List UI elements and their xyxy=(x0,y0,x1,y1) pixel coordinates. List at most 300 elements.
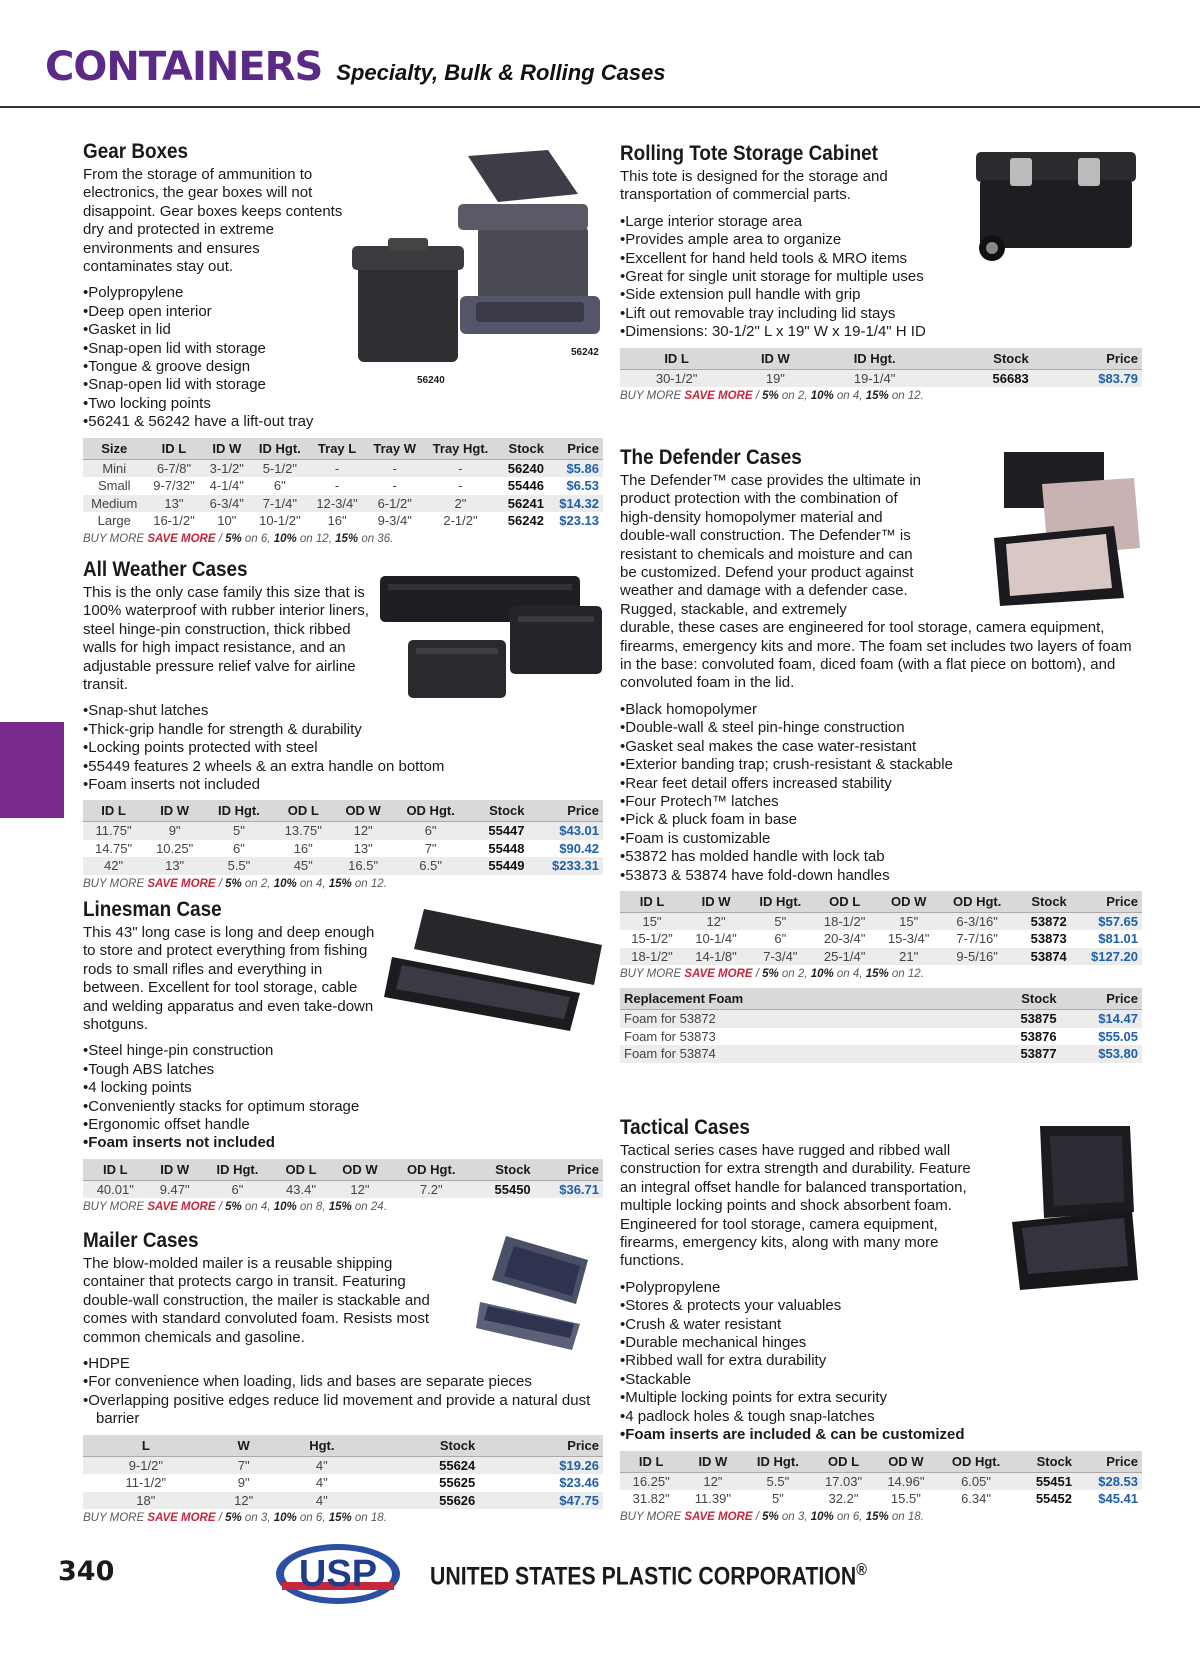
column-header: Price xyxy=(479,1435,603,1457)
bullet-item: • Provides ample area to organize xyxy=(620,231,1142,249)
buy-more-part: on 24. xyxy=(351,1201,387,1214)
column-header: OD L xyxy=(813,891,877,913)
table-cell: 4-1/4" xyxy=(209,478,244,494)
price-cell: $53.80 xyxy=(1061,1045,1142,1063)
section-desc-cont: durable, these cases are engineered for tool storage, camera equipment, firearms, emergency kits and more. The foam set includes two layers of foam in the base: convoluted foam, diced foam (with a flat piece on bottom), and convoluted foam in the lid. xyxy=(620,619,1132,692)
table-cell: 16" xyxy=(293,840,313,856)
column-header: OD L xyxy=(273,1159,329,1181)
column-header: OD L xyxy=(812,1451,874,1473)
column-header: Tray W xyxy=(366,438,424,460)
column-header: OD Hgt. xyxy=(391,1159,472,1181)
buy-more-part: / xyxy=(752,1510,763,1523)
table-cell: 12" xyxy=(209,1492,279,1510)
table-cell: 13" xyxy=(145,495,202,513)
table-cell: 40.01" xyxy=(83,1180,148,1198)
stock-cell: 55625 xyxy=(439,1475,476,1491)
bullet-item: • Dimensions: 30-1/2" L x 19" W x 19-1/4" H ID xyxy=(620,323,1142,341)
table-cell: 14.75" xyxy=(94,840,133,856)
stock-cell: 55452 xyxy=(1035,1491,1072,1506)
buy-more-part: 15% xyxy=(865,968,889,981)
table-cell: 45" xyxy=(273,857,334,875)
price-cell: $127.20 xyxy=(1071,948,1142,966)
buy-more-part: 5% xyxy=(225,877,242,890)
table-cell: 9-5/16" xyxy=(941,948,1014,966)
column-header: Stock xyxy=(1014,891,1071,913)
column-header: OD W xyxy=(877,891,941,913)
table-cell: 30-1/2" xyxy=(620,369,733,387)
column-header: OD W xyxy=(329,1159,391,1181)
column-header: ID Hgt. xyxy=(205,800,273,822)
column-header: OD Hgt. xyxy=(941,891,1014,913)
buy-more-part: 10% xyxy=(810,968,834,981)
stock-cell: 53875 xyxy=(985,1010,1060,1028)
price-cell: $14.47 xyxy=(1061,1010,1142,1028)
column-header: ID L xyxy=(620,1451,682,1473)
table-row xyxy=(83,1180,603,1198)
section-title: Gear Boxes xyxy=(83,140,189,163)
linesman-case-image xyxy=(384,905,606,1035)
table-cell: 6.05" xyxy=(937,1472,1015,1490)
buy-more-part: BUY MORE xyxy=(83,877,148,890)
table-row xyxy=(620,1045,1142,1063)
buy-more-part: on 36. xyxy=(358,532,394,545)
column-header: L xyxy=(83,1435,209,1457)
mailer-case-image xyxy=(476,1232,596,1354)
column-header: Stock xyxy=(985,988,1060,1010)
table-cell: 4" xyxy=(315,1475,328,1491)
corporation-name xyxy=(430,1560,867,1591)
column-header: Stock xyxy=(497,438,548,460)
table-cell: 11-1/2" xyxy=(125,1475,167,1491)
buy-more-part: 5% xyxy=(762,390,779,403)
column-header: Stock xyxy=(469,800,529,822)
spec-table xyxy=(620,891,1142,966)
bullet-list xyxy=(83,1042,603,1152)
bullet-item: • 53872 has molded handle with lock tab xyxy=(620,848,1142,866)
bullet-item: • Large interior storage area xyxy=(620,213,1142,231)
column-header: ID W xyxy=(684,891,748,913)
table-cell: - xyxy=(366,459,424,477)
column-header: ID W xyxy=(682,1451,743,1473)
buy-more-part: SAVE MORE xyxy=(147,1201,216,1214)
bullet-item: • Crush & water resistant xyxy=(620,1316,1142,1334)
bullet-item: • Side extension pull handle with grip xyxy=(620,286,1142,304)
column-header: Size xyxy=(83,438,145,460)
table-cell: 31.82" xyxy=(632,1491,670,1506)
column-header: ID W xyxy=(733,348,817,370)
buy-more-part: on 4, xyxy=(833,390,866,403)
column-header: Stock xyxy=(932,348,1033,370)
buy-more-part: 10% xyxy=(273,1512,297,1525)
bullet-item: • Stackable xyxy=(620,1371,1142,1389)
column-header: ID L xyxy=(145,438,202,460)
page-subtitle: Specialty, Bulk & Rolling Cases xyxy=(336,60,666,85)
buy-more-part: on 12, xyxy=(296,532,336,545)
buy-more-part: on 18. xyxy=(888,1510,924,1523)
stock-cell: 53876 xyxy=(1020,1028,1057,1044)
table-row xyxy=(620,948,1142,966)
corp-text: UNITED STATES PLASTIC CORPORATION xyxy=(430,1562,857,1591)
column-header: Hgt. xyxy=(279,1435,365,1457)
table-cell: 10-1/4" xyxy=(695,931,737,947)
bullet-item: • 4 padlock holes & tough snap-latches xyxy=(620,1408,1142,1426)
price-cell: $233.31 xyxy=(529,857,603,875)
table-cell: Foam for 53874 xyxy=(620,1045,985,1063)
table-cell: 6-7/8" xyxy=(145,459,202,477)
table-cell: 20-3/4" xyxy=(823,931,866,947)
table-cell: - xyxy=(392,478,397,494)
bullet-item: • Double-wall & steel pin-hinge construction xyxy=(620,719,1142,737)
column-header: ID Hgt. xyxy=(818,348,932,370)
column-header: ID L xyxy=(620,891,684,913)
stock-cell: 55451 xyxy=(1015,1472,1076,1490)
column-header: Stock xyxy=(472,1159,535,1181)
buy-more-part: 10% xyxy=(810,1510,834,1523)
table-cell: 6" xyxy=(774,931,787,947)
column-header: ID W xyxy=(148,1159,202,1181)
column-header: ID L xyxy=(83,1159,148,1181)
section-title: All Weather Cases xyxy=(83,558,248,581)
table-cell: 15" xyxy=(620,912,684,930)
table-row xyxy=(83,477,603,495)
bullet-item: • Gasket in lid xyxy=(83,321,603,339)
gear-box-image xyxy=(348,146,608,391)
replacement-foam-table xyxy=(620,988,1142,1063)
table-cell: Large xyxy=(97,513,131,529)
buy-more-part: on 4, xyxy=(241,1201,274,1214)
buy-more-part: SAVE MORE xyxy=(147,1512,216,1525)
bullet-item: • Exterior banding trap; crush-resistant & stackable xyxy=(620,756,1142,774)
stock-cell: 55450 xyxy=(472,1180,535,1198)
buy-more-part: on 3, xyxy=(778,1510,811,1523)
usp-logo xyxy=(272,1540,404,1606)
column-header: Tray Hgt. xyxy=(424,438,497,460)
column-header: Price xyxy=(535,1159,603,1181)
buy-more-part: 15% xyxy=(328,1201,352,1214)
bullet-item: • Steel hinge-pin construction xyxy=(83,1042,603,1060)
table-cell: 6" xyxy=(202,1180,273,1198)
registered-mark: ® xyxy=(856,1560,867,1579)
buy-more-part: / xyxy=(752,968,763,981)
bullet-item: • Ergonomic offset handle xyxy=(83,1116,603,1134)
table-cell: 13" xyxy=(353,840,373,856)
table-cell: 14.96" xyxy=(875,1472,937,1490)
column-header: OD L xyxy=(273,800,334,822)
buy-more-note xyxy=(83,878,603,890)
bullet-item: • 55449 features 2 wheels & an extra handle on bottom xyxy=(83,758,603,776)
stock-cell: 55449 xyxy=(469,857,529,875)
stock-cell: 55624 xyxy=(365,1456,479,1474)
stock-cell: 53877 xyxy=(985,1045,1060,1063)
buy-more-part: 10% xyxy=(273,532,297,545)
buy-more-part: on 18. xyxy=(351,1512,387,1525)
table-cell: Foam for 53873 xyxy=(624,1028,716,1044)
buy-more-part: / xyxy=(215,532,226,545)
bullet-item: • Polypropylene xyxy=(83,284,603,302)
table-cell: 6" xyxy=(273,478,286,494)
column-header: ID Hgt. xyxy=(748,891,813,913)
buy-more-part: / xyxy=(752,390,763,403)
buy-more-part: on 6, xyxy=(241,532,274,545)
table-cell: 10.25" xyxy=(156,840,194,856)
column-header: ID Hgt. xyxy=(202,1159,273,1181)
column-header: Tray L xyxy=(309,438,366,460)
buy-more-part: on 12. xyxy=(351,877,387,890)
bullet-item: • 4 locking points xyxy=(83,1079,603,1097)
table-cell: 9-3/4" xyxy=(377,513,412,529)
column-header: Stock xyxy=(1015,1451,1076,1473)
buy-more-part: on 3, xyxy=(241,1512,274,1525)
table-cell: 12" xyxy=(682,1472,743,1490)
buy-more-part: on 2, xyxy=(241,877,274,890)
price-cell: $90.42 xyxy=(559,840,599,856)
bullet-item: • Four Protech™ latches xyxy=(620,793,1142,811)
bullet-item: • Foam inserts not included xyxy=(83,1134,603,1152)
bullet-item: • Snap-open lid with storage xyxy=(83,340,603,358)
logo-text: USP xyxy=(298,1553,378,1595)
bullet-item: • Rear feet detail offers increased stability xyxy=(620,775,1142,793)
buy-more-part: / xyxy=(215,1201,226,1214)
table-cell: Mini xyxy=(83,459,145,477)
price-cell: $14.32 xyxy=(548,495,603,513)
table-row xyxy=(83,822,603,840)
buy-more-part: on 12. xyxy=(888,390,924,403)
price-cell: $57.65 xyxy=(1071,912,1142,930)
table-cell: 9" xyxy=(144,822,205,840)
table-cell: 16.25" xyxy=(620,1472,682,1490)
section-desc: This is the only case family this size that is 100% waterproof with rubber interior liners, steel hinge-pin construction, thick ribbed walls for high impact resistance, and an adjustable pressure relief valve for airline transit. xyxy=(83,584,369,694)
table-cell: 7-7/16" xyxy=(956,931,998,947)
price-cell: $28.53 xyxy=(1076,1472,1142,1490)
column-header: Price xyxy=(548,438,603,460)
table-row xyxy=(620,1028,1142,1046)
bullet-item: • Tough ABS latches xyxy=(83,1061,603,1079)
column-header: Price xyxy=(1071,891,1142,913)
table-row xyxy=(620,369,1142,387)
table-cell: 7-3/4" xyxy=(748,948,813,966)
section-title: Tactical Cases xyxy=(620,1116,750,1139)
table-row xyxy=(83,1492,603,1510)
price-cell: $55.05 xyxy=(1098,1028,1138,1044)
table-cell: 19" xyxy=(733,369,817,387)
stock-cell: 53873 xyxy=(1030,931,1067,947)
stock-cell: 56683 xyxy=(932,369,1033,387)
stock-cell: 56240 xyxy=(497,459,548,477)
buy-more-part: on 12. xyxy=(888,968,924,981)
price-cell: $47.75 xyxy=(479,1492,603,1510)
buy-more-part: / xyxy=(215,1512,226,1525)
buy-more-part: 5% xyxy=(225,532,242,545)
buy-more-part: on 8, xyxy=(296,1201,329,1214)
stock-cell: 55626 xyxy=(365,1492,479,1510)
table-cell: 5" xyxy=(771,1491,784,1506)
column-header: OD Hgt. xyxy=(392,800,468,822)
column-header: Stock xyxy=(365,1435,479,1457)
buy-more-part: 15% xyxy=(328,1512,352,1525)
table-cell: 6" xyxy=(392,822,468,840)
table-cell: 16" xyxy=(327,513,347,529)
table-cell: - xyxy=(309,459,366,477)
buy-more-part: SAVE MORE xyxy=(684,1510,753,1523)
bullet-item: • Deep open interior xyxy=(83,303,603,321)
section-desc: The blow-molded mailer is a reusable shipping container that protects cargo in transit. Featuring double-wall construction, the mailer is stackable and comes with standard convoluted foam. Resists most common chemicals and gasoline. xyxy=(83,1255,430,1346)
stock-cell: 53874 xyxy=(1014,948,1071,966)
page-title: CONTAINERS xyxy=(45,44,323,90)
bullet-list xyxy=(83,1355,603,1429)
table-cell: 7-1/4" xyxy=(251,495,308,513)
bullet-item: • Overlapping positive edges reduce lid movement and provide a natural dust barrier xyxy=(83,1392,603,1429)
table-cell: 6-1/2" xyxy=(366,495,424,513)
table-cell: 9-7/32" xyxy=(153,478,195,494)
column-header: OD Hgt. xyxy=(937,1451,1015,1473)
buy-more-part: BUY MORE xyxy=(83,532,148,545)
table-row xyxy=(620,1010,1142,1028)
bullet-item: • Multiple locking points for extra security xyxy=(620,1389,1142,1407)
bullet-item: • Excellent for hand held tools & MRO items xyxy=(620,250,1142,268)
spec-table xyxy=(83,800,603,875)
table-cell: 13" xyxy=(144,857,205,875)
bullet-item: • 56241 & 56242 have a lift-out tray xyxy=(83,413,603,431)
table-cell: 10-1/2" xyxy=(259,513,301,529)
bullet-item: • Great for single unit storage for multiple uses xyxy=(620,268,1142,286)
buy-more-part: 15% xyxy=(865,390,889,403)
table-cell: 7" xyxy=(209,1456,279,1474)
table-cell: 5" xyxy=(748,912,813,930)
rolling-tote-image xyxy=(970,144,1145,264)
buy-more-part: on 6, xyxy=(833,1510,866,1523)
table-cell: 2" xyxy=(424,495,497,513)
buy-more-part: / xyxy=(215,877,226,890)
buy-more-part: 15% xyxy=(335,532,359,545)
spec-table xyxy=(83,1435,603,1510)
table-cell: Foam for 53872 xyxy=(620,1010,985,1028)
buy-more-part: 5% xyxy=(225,1512,242,1525)
column-header: W xyxy=(209,1435,279,1457)
defender-case-image xyxy=(994,448,1144,608)
bullet-item: • HDPE xyxy=(83,1355,603,1373)
table-cell: 11.39" xyxy=(694,1491,731,1506)
table-row xyxy=(620,930,1142,948)
price-cell: $5.86 xyxy=(548,459,603,477)
stock-cell: 55447 xyxy=(469,822,529,840)
bullet-list xyxy=(83,702,603,794)
bullet-item: • Snap-open lid with storage xyxy=(83,376,603,394)
section-title: Rolling Tote Storage Cabinet xyxy=(620,142,878,165)
column-header: ID W xyxy=(202,438,251,460)
price-cell: $23.13 xyxy=(559,513,599,529)
section-title: The Defender Cases xyxy=(620,446,802,469)
section-tab xyxy=(0,722,64,818)
column-header: OD W xyxy=(875,1451,937,1473)
table-cell: 4" xyxy=(279,1456,365,1474)
table-cell: - xyxy=(458,478,463,494)
buy-more-note xyxy=(83,1201,603,1213)
table-cell: 19-1/4" xyxy=(818,369,932,387)
table-cell: 18" xyxy=(83,1492,209,1510)
stock-cell: 53872 xyxy=(1014,912,1071,930)
stock-cell: 56242 xyxy=(507,513,544,529)
buy-more-part: BUY MORE xyxy=(83,1201,148,1214)
section-desc: Tactical series cases have rugged and ribbed wall construction for extra strength and durability. Feature an integral offset handle for balanced transportation, multiple locking points and shock absorbent foam. Engineered for tool storage, camera equipment, firearms, emergency kits, along with many more functions. xyxy=(620,1142,971,1270)
section-desc: This 43" long case is long and deep enough to store and protect everything from fishing rods to small rifles and everything in between. Excellent for tool storage, cable and welding apparatus and even take-down shotguns. xyxy=(83,924,375,1034)
column-header: ID Hgt. xyxy=(251,438,308,460)
bullet-item: • 53873 & 53874 have fold-down handles xyxy=(620,867,1142,885)
spec-table xyxy=(83,1159,603,1199)
table-cell: 17.03" xyxy=(812,1472,874,1490)
bullet-item: • Pick & pluck foam in base xyxy=(620,811,1142,829)
table-cell: 5-1/2" xyxy=(251,459,308,477)
table-cell: 15" xyxy=(877,912,941,930)
spec-table xyxy=(83,438,603,530)
price-cell: $36.71 xyxy=(535,1180,603,1198)
table-cell: 11.75" xyxy=(83,822,144,840)
table-row xyxy=(620,1490,1142,1508)
buy-more-part: 15% xyxy=(328,877,352,890)
table-cell: 15.5" xyxy=(890,1491,921,1506)
buy-more-part: on 4, xyxy=(296,877,329,890)
buy-more-part: 15% xyxy=(865,1510,889,1523)
table-cell: 14-1/8" xyxy=(684,948,748,966)
column-header: ID L xyxy=(83,800,144,822)
table-row xyxy=(83,857,603,875)
table-cell: 18-1/2" xyxy=(813,912,877,930)
section-title: Mailer Cases xyxy=(83,1229,199,1252)
all-weather-case-image xyxy=(378,566,606,702)
table-cell: 25-1/4" xyxy=(813,948,877,966)
table-cell: 32.2" xyxy=(828,1491,859,1506)
bullet-item: • Foam is customizable xyxy=(620,830,1142,848)
page-number: 340 xyxy=(58,1556,115,1587)
price-cell: $45.41 xyxy=(1098,1491,1138,1506)
column-header: ID W xyxy=(144,800,205,822)
table-cell: 42" xyxy=(83,857,144,875)
table-cell: 3-1/2" xyxy=(202,459,251,477)
stock-cell: 55448 xyxy=(488,840,525,856)
buy-more-part: BUY MORE xyxy=(620,1510,685,1523)
table-cell: 12-3/4" xyxy=(309,495,366,513)
bullet-list xyxy=(620,1279,1142,1445)
price-cell: $6.53 xyxy=(566,478,599,494)
table-cell: - xyxy=(424,459,497,477)
table-cell: - xyxy=(334,478,340,494)
bullet-item: • For convenience when loading, lids and bases are separate pieces xyxy=(83,1373,603,1391)
header-rule xyxy=(0,106,1200,108)
bullet-item: • Lift out removable tray including lid stays xyxy=(620,305,1142,323)
table-cell: 16-1/2" xyxy=(153,513,195,529)
table-cell: 5" xyxy=(205,822,273,840)
buy-more-note xyxy=(83,1512,603,1524)
column-header: Price xyxy=(1076,1451,1142,1473)
table-row xyxy=(83,512,603,530)
table-row xyxy=(83,840,603,858)
table-cell: 5.5" xyxy=(205,857,273,875)
table-row xyxy=(83,495,603,513)
image-label: 56242 xyxy=(571,347,599,358)
table-cell: 9.47" xyxy=(148,1180,202,1198)
price-cell: $81.01 xyxy=(1098,931,1138,947)
bullet-list xyxy=(620,701,1142,885)
table-cell: 12" xyxy=(334,822,393,840)
column-header: ID Hgt. xyxy=(743,1451,812,1473)
spec-table xyxy=(620,1451,1142,1508)
buy-more-part: SAVE MORE xyxy=(684,968,753,981)
bullet-item: • Foam inserts are included & can be customized xyxy=(620,1426,1142,1444)
buy-more-part: BUY MORE xyxy=(620,968,685,981)
buy-more-part: 10% xyxy=(273,877,297,890)
bullet-item: • Snap-shut latches xyxy=(83,702,603,720)
bullet-item: • Thick-grip handle for strength & durability xyxy=(83,721,603,739)
table-cell: 4" xyxy=(279,1492,365,1510)
